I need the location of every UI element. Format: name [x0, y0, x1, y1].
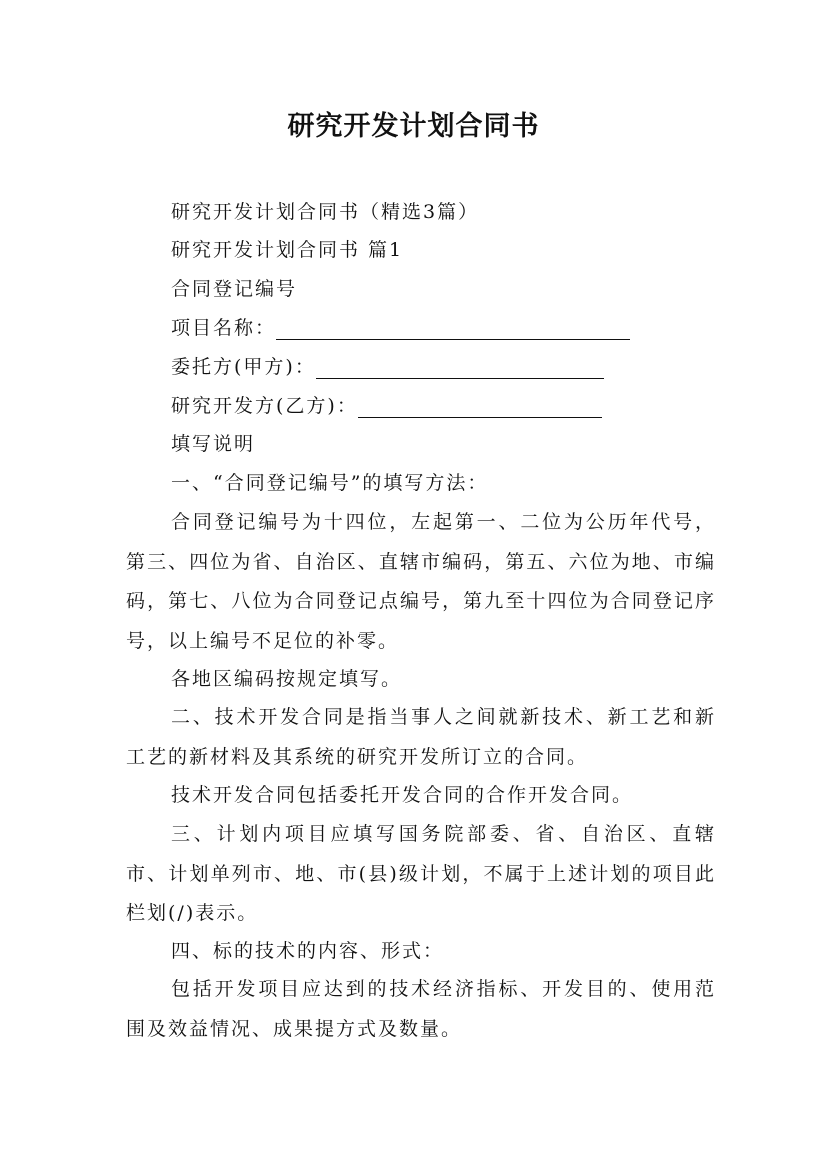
- project-name-field[interactable]: [276, 318, 630, 340]
- item1-body: 合同登记编号为十四位，左起第一、二位为公历年代号，第三、四位为省、自治区、直辖市编码，第五、六位为地、市编码，第七、八位为合同登记点编号，第九至十四位为合同登记序号，以上编号不足位的补零。: [126, 511, 716, 652]
- client-label: 委托方(甲方)：: [171, 356, 316, 378]
- item1-note: 各地区编码按规定填写。: [171, 668, 403, 690]
- item3-body: 三、计划内项目应填写国务院部委、省、自治区、直辖市、计划单列市、地、市(县)级计划，不属于上述计划的项目此栏划(/)表示。: [126, 823, 716, 924]
- item4-body: 包括开发项目应达到的技术经济指标、开发目的、使用范围及效益情况、成果提方式及数量。: [126, 978, 716, 1040]
- instructions-heading: 填写说明: [171, 433, 256, 455]
- developer-label: 研究开发方(乙方)：: [171, 395, 358, 417]
- document-subtitle: 研究开发计划合同书（精选3篇）: [171, 201, 480, 223]
- document-title: 研究开发计划合同书: [287, 111, 540, 142]
- client-row: [126, 348, 716, 388]
- item4-heading: 四、标的技术的内容、形式：: [171, 940, 445, 962]
- registration-number-label: 合同登记编号: [171, 278, 298, 300]
- item2-body: 二、技术开发合同是指当事人之间就新技术、新工艺和新工艺的新材料及其系统的研究开发所订立的合同。: [126, 706, 716, 768]
- developer-field[interactable]: [358, 396, 602, 418]
- item2-note: 技术开发合同包括委托开发合同的合作开发合同。: [171, 784, 634, 806]
- developer-row: [126, 387, 716, 427]
- project-name-row: [126, 309, 716, 349]
- client-field[interactable]: [316, 357, 604, 379]
- part-heading: 研究开发计划合同书 篇1: [171, 239, 404, 261]
- project-name-label: 项目名称：: [171, 317, 277, 339]
- item1-heading: 一、“合同登记编号”的填写方法：: [171, 472, 489, 494]
